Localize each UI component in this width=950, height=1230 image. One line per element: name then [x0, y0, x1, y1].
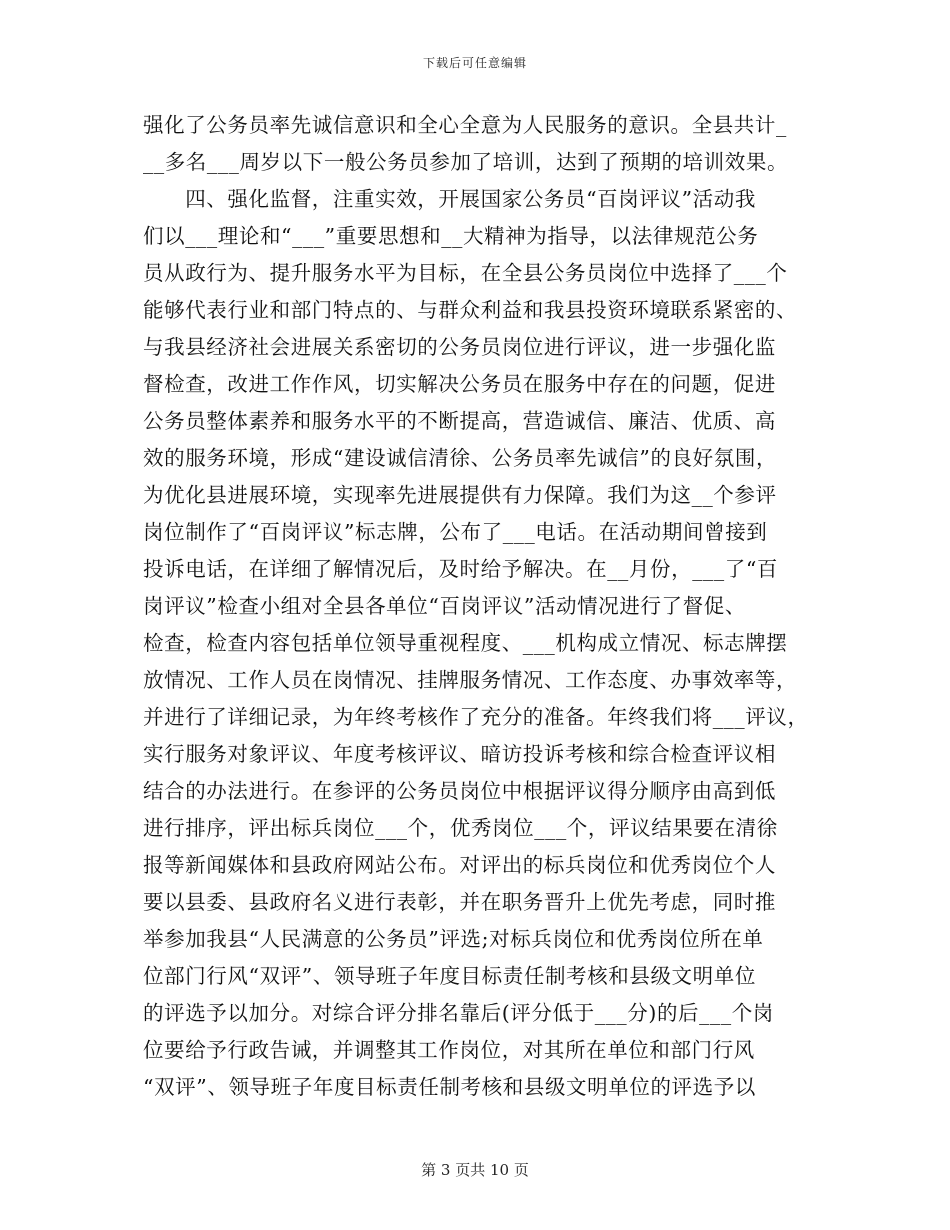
text-line: 员从政行为、提升服务水平为目标，在全县公务员岗位中选择了___个	[143, 261, 788, 285]
text-line: 的评选予以加分。对综合评分排名靠后(评分低于___分)的后___个岗	[143, 1001, 774, 1025]
text-line: 与我县经济社会进展关系密切的公务员岗位进行评议，进一步强化监	[143, 335, 776, 359]
text-line: 岗位制作了“百岗评议”标志牌，公布了___电话。在活动期间曾接到	[143, 520, 768, 544]
page-header: 下载后可任意编辑	[422, 56, 527, 70]
text-line: 效的服务环境，形成“建设诚信清徐、公务员率先诚信”的良好氛围，	[143, 446, 778, 470]
text-line: 报等新闻媒体和县政府网站公布。对评出的标兵岗位和优秀岗位个人	[143, 853, 776, 877]
text-line: 进行排序，评出标兵岗位___个，优秀岗位___个，评议结果要在清徐	[143, 816, 778, 840]
text-line: 四、强化监督，注重实效，开展国家公务员“百岗评议”活动我	[143, 187, 756, 211]
text-line: 公务员整体素养和服务水平的不断提高，营造诚信、廉洁、优质、高	[143, 409, 776, 433]
text-line: 督检查，改进工作作风，切实解决公务员在服务中存在的问题，促进	[143, 372, 776, 396]
text-line: 实行服务对象评议、年度考核评议、暗访投诉考核和综合检查评议相	[143, 742, 776, 766]
text-line: 并进行了详细记录，为年终考核作了充分的准备。年终我们将___评议，	[143, 705, 809, 729]
text-line: 能够代表行业和部门特点的、与群众利益和我县投资环境联系紧密的、	[143, 298, 798, 322]
text-line: 岗评议”检查小组对全县各单位“百岗评议”活动情况进行了督促、	[143, 594, 746, 618]
text-line: 为优化县进展环境，实现率先进展提供有力保障。我们为这__个参评	[143, 483, 777, 507]
page-footer: 第 3 页共 10 页	[421, 1161, 529, 1179]
text-line: 强化了公务员率先诚信意识和全心全意为人民服务的意识。全县共计_	[143, 113, 787, 137]
text-line: 放情况、工作人员在岗情况、挂牌服务情况、工作态度、办事效率等，	[143, 668, 798, 692]
text-line: “双评”、领导班子年度目标责任制考核和县级文明单位的评选予以	[143, 1075, 756, 1099]
text-line: __多名___周岁以下一般公务员参加了培训，达到了预期的培训效果。	[143, 150, 789, 174]
text-line: 们以___理论和“___”重要思想和__大精神为指导，以法律规范公务	[143, 224, 759, 248]
text-line: 举参加我县“人民满意的公务员”评选;对标兵岗位和优秀岗位所在单	[143, 927, 764, 951]
text-line: 要以县委、县政府名义进行表彰，并在职务晋升上优先考虑，同时推	[143, 890, 776, 914]
text-line: 位部门行风“双评”、领导班子年度目标责任制考核和县级文明单位	[143, 964, 756, 988]
text-line: 检查，检查内容包括单位领导重视程度、___机构成立情况、标志牌摆	[143, 631, 788, 655]
text-line: 结合的办法进行。在参评的公务员岗位中根据评议得分顺序由高到低	[143, 779, 776, 803]
text-line: 投诉电话，在详细了解情况后，及时给予解决。在__月份，___了“百	[143, 557, 779, 581]
text-line: 位要给予行政告诫，并调整其工作岗位，对其所在单位和部门行风	[143, 1038, 755, 1062]
